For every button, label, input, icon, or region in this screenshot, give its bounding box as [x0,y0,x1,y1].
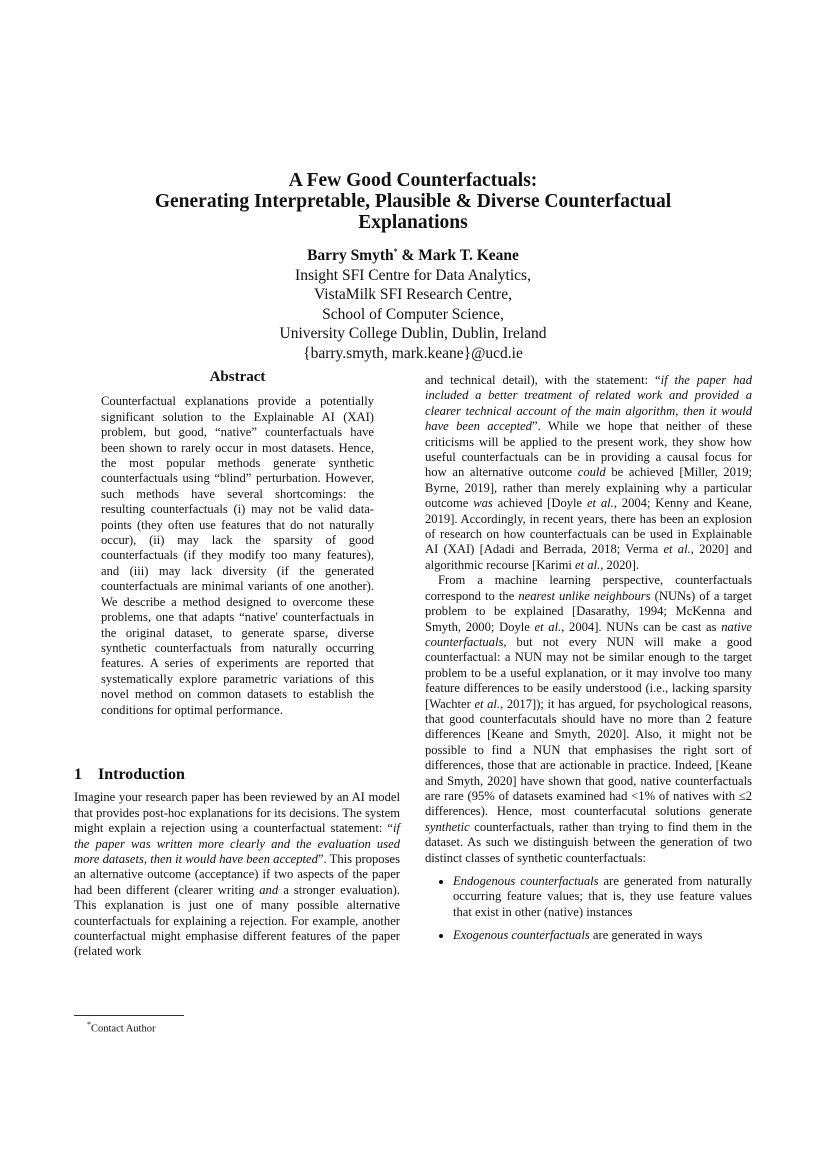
list-item: • Endogenous counterfactuals are generated from naturally occurring feature values; that is, they use feature values that exist in other (native) instances [453,874,752,920]
abstract [101,370,374,718]
list-item: • Exogenous counterfactuals are generated in ways [453,928,752,943]
affiliation: School of Computer Science, [322,305,504,323]
affiliation: University College Dublin, Dublin, Ireland [279,325,547,343]
bullet-list [425,874,752,944]
footnote [74,1015,400,1035]
title-line: A Few Good Counterfactuals: [288,170,538,191]
author-block [0,242,826,363]
paragraph: From a machine learning perspective, counterfactuals correspond to the nearest unlike neighbours (NUNs) of a target problem to be explained [Dasarathy, 1994; McKenna and Smyth, 2000; Doyle et al., 2004]. NUNs can be cast as native counterfactuals, but not every NUN will make a good counterfactual: a NUN may not be similar enough to the target problem to be a useful explanation, or it may involve too many feature differences to be easily understood (i.e., lacking sparsity [Wachter et al., 2017]); it has argued, for psychological reasons, that good counterfacutals should have no more than 2 feature differences [Keane and Smyth, 2020]. Also, it might not be possible to find a NUN that emphasises the right sort of differences, those that are actionable in practice. Indeed, [Keane and Smyth, 2020] have shown that good, native counterfactuals are rare (95% of datasets examined had <1% of natives with ≤2 differences). Hence, most counterfacutal solutions generate synthetic counterfactuals, rather than trying to find them in the dataset. As such we distinguish between the generation of two distinct classes of synthetic counterfactuals: [425,573,752,865]
introduction-section [74,767,400,960]
section-heading: 1 Introduction [74,766,185,783]
author-emails: {barry.smyth, mark.keane}@ucd.ie [303,344,523,362]
abstract-heading: Abstract [209,369,266,385]
affiliation: Insight SFI Centre for Data Analytics, [295,266,531,284]
paragraph: Imagine your research paper has been reviewed by an AI model that provides post-hoc explanations for its decisions. The system might explain a rejection using a counterfactual statement: “if the paper was written more clearly and the evaluation used more datasets, then it would have been accepted”. This proposes an alternative outcome (acceptance) if two aspects of the paper had been different (clearer writing and a stronger evaluation). This explanation is just one of many possible alternative counterfactuals for explaining a rejection. For example, another counterfactual might emphasise different features of the paper (related work [74,790,400,959]
title-line: Explanations [358,212,468,233]
title-line: Generating Interpretable, Plausible & Diverse Counterfactual [154,191,672,212]
paper-title [0,170,826,233]
paragraph: and technical detail), with the statement: “if the paper had included a better treatment of related work and provided a clearer technical account of the main algorithm, then it would have been accepted”. While we hope that neither of these criticisms will be applied to the present work, they show how useful counterfactuals can be in providing a causal focus for how an alternative outcome could be achieved [Miller, 2019; Byrne, 2019], rather than merely explaining why a particular outcome was achieved [Doyle et al., 2004; Kenny and Keane, 2019]. Accordingly, in recent years, there has been an explosion of research on how counterfactuals can be used in Explainable AI (XAI) [Adadi and Berrada, 2018; Verma et al., 2020] and algorithmic recourse [Karimi et al., 2020]. [425,373,753,572]
right-column [425,373,752,952]
affiliation: VistaMilk SFI Research Centre, [314,286,512,304]
footnote-rule [74,1015,184,1016]
abstract-text: Counterfactual explanations provide a potentially significant solution to the Explainable AI (XAI) problem, but good, “native” counterfactuals have been shown to rarely occur in most datasets. Hence, the most popular methods generate synthetic counterfactuals using “blind” perturbation. However, such methods have several shortcomings: the resulting counterfactuals (i) may not be valid data-points (they often use features that do not naturally occur), (ii) may lack the sparsity of good counterfactuals (if they modify too many features), and (iii) may lack diversity (if the generated counterfactuals are minimal variants of one another). We describe a method designed to overcome these problems, one that adapts “native' counterfactuals in the original dataset, to generate sparse, diverse synthetic counterfactuals from naturally occurring features. A series of experiments are reported that systematically explore parametric variations of this novel method on common datasets to establish the conditions for optimal performance. [101,394,374,717]
footnote-text: *Contact Author [87,1020,156,1035]
author-names: Barry Smyth* & Mark T. Keane [307,247,519,265]
